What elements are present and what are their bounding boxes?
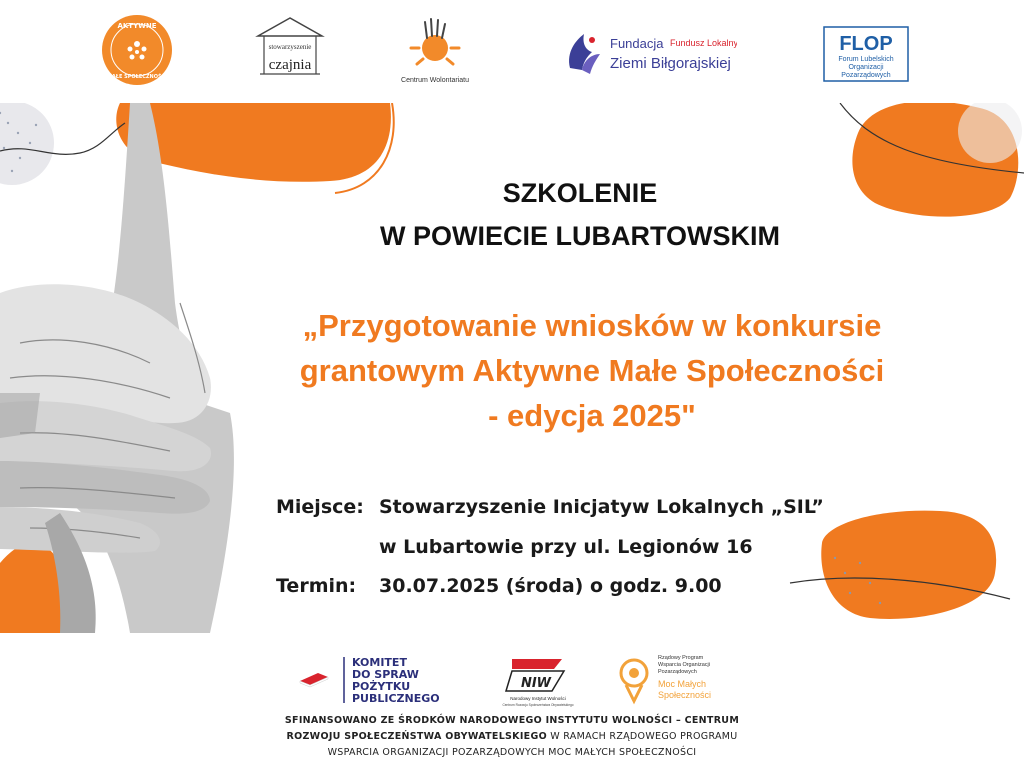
- czajnia-logo-line2: czajnia: [268, 57, 312, 73]
- amsp-logo-line2: MAŁE SPOŁECZNOŚCI: [106, 74, 168, 80]
- date-value: 30.07.2025 (środa) o godz. 9.00: [379, 575, 722, 597]
- fundacja-logo-line1: Fundacja: [610, 36, 664, 51]
- centrum-wolontariatu-logo: [393, 16, 477, 86]
- flop-logo-title: FLOP: [839, 33, 893, 55]
- komitet-logo-line4: PUBLICZNEGO: [352, 692, 440, 705]
- moc-logo-line5: Społeczności: [658, 690, 712, 700]
- fundacja-ziemi-bilgorajskiej-logo: [562, 26, 737, 80]
- funding-note-line2: [0, 731, 1024, 742]
- flop-logo-line2: Organizacji: [848, 64, 884, 71]
- amsp-logo-line1: AKTYWNE: [117, 22, 157, 30]
- moc-malych-spolecznosci-logo: [614, 649, 734, 709]
- subtitle-line2: grantowym Aktywne Małe Społeczności: [299, 353, 885, 388]
- komitet-logo-line1: KOMITET: [352, 656, 407, 669]
- flop-logo-line3: Pozarządowych: [841, 72, 891, 79]
- fundacja-logo-line1b: Fundusz Lokalny: [670, 38, 737, 48]
- funding-note-line2a: ROZWOJU SPOŁECZEŃSTWA OBYWATELSKIEGO: [286, 731, 547, 742]
- niw-logo: [498, 653, 578, 709]
- moc-logo-line3: Pozarządowych: [658, 669, 697, 675]
- funding-note-line1: SFINANSOWANO ZE ŚRODKÓW NARODOWEGO INSTYTUTU WOLNOŚCI – CENTRUM: [284, 715, 740, 726]
- heading-line1: SZKOLENIE: [502, 178, 658, 208]
- centrum-logo-label: Centrum Wolontariatu: [401, 77, 469, 84]
- stowarzyszenie-czajnia-logo: [254, 16, 326, 82]
- place-label: Miejsce:: [276, 496, 364, 518]
- funding-note-line3: WSPARCIA ORGANIZACJI POZARZĄDOWYCH MOC MAŁYCH SPOŁECZNOŚCI: [327, 747, 697, 758]
- komitet-logo-line3: POŻYTKU: [352, 680, 411, 693]
- subtitle-line1: „Przygotowanie wniosków w konkursie: [302, 308, 882, 343]
- place-line1: Stowarzyszenie Inicjatyw Lokalnych „SIL”: [379, 496, 824, 518]
- subtitle-line3: - edycja 2025": [488, 398, 696, 433]
- niw-logo-line2: Centrum Rozwoju Społeczeństwa Obywatelskiego: [502, 703, 574, 707]
- moc-logo-line1: Rządowy Program: [658, 655, 704, 661]
- aktywne-male-spolecznosci-logo: [101, 14, 173, 86]
- moc-logo-line4: Moc Małych: [658, 679, 707, 689]
- fundacja-logo-line2: Ziemi Biłgorajskiej: [610, 55, 731, 72]
- date-label: Termin:: [276, 575, 357, 597]
- event-banner: [0, 103, 1024, 633]
- moc-logo-line2: Wsparcia Organizacji: [658, 662, 710, 668]
- niw-logo-mark: NIW: [520, 676, 552, 691]
- partner-logos-top: [0, 0, 1024, 100]
- flop-logo: [823, 26, 909, 82]
- flop-logo-line1: Forum Lubelskich: [838, 56, 894, 63]
- komitet-logo-line2: DO SPRAW: [352, 668, 419, 681]
- place-line2: w Lubartowie przy ul. Legionów 16: [379, 536, 753, 558]
- niw-logo-line1: Narodowy Instytut Wolności: [510, 696, 566, 701]
- heading-line2: W POWIECIE LUBARTOWSKIM: [380, 221, 780, 251]
- funding-note-line2b: W RAMACH RZĄDOWEGO PROGRAMU: [546, 731, 738, 742]
- partner-logos-bottom: [0, 645, 1024, 710]
- komitet-pozytku-publicznego-logo: [298, 651, 468, 707]
- czajnia-logo-line1: stowarzyszenie: [268, 43, 312, 51]
